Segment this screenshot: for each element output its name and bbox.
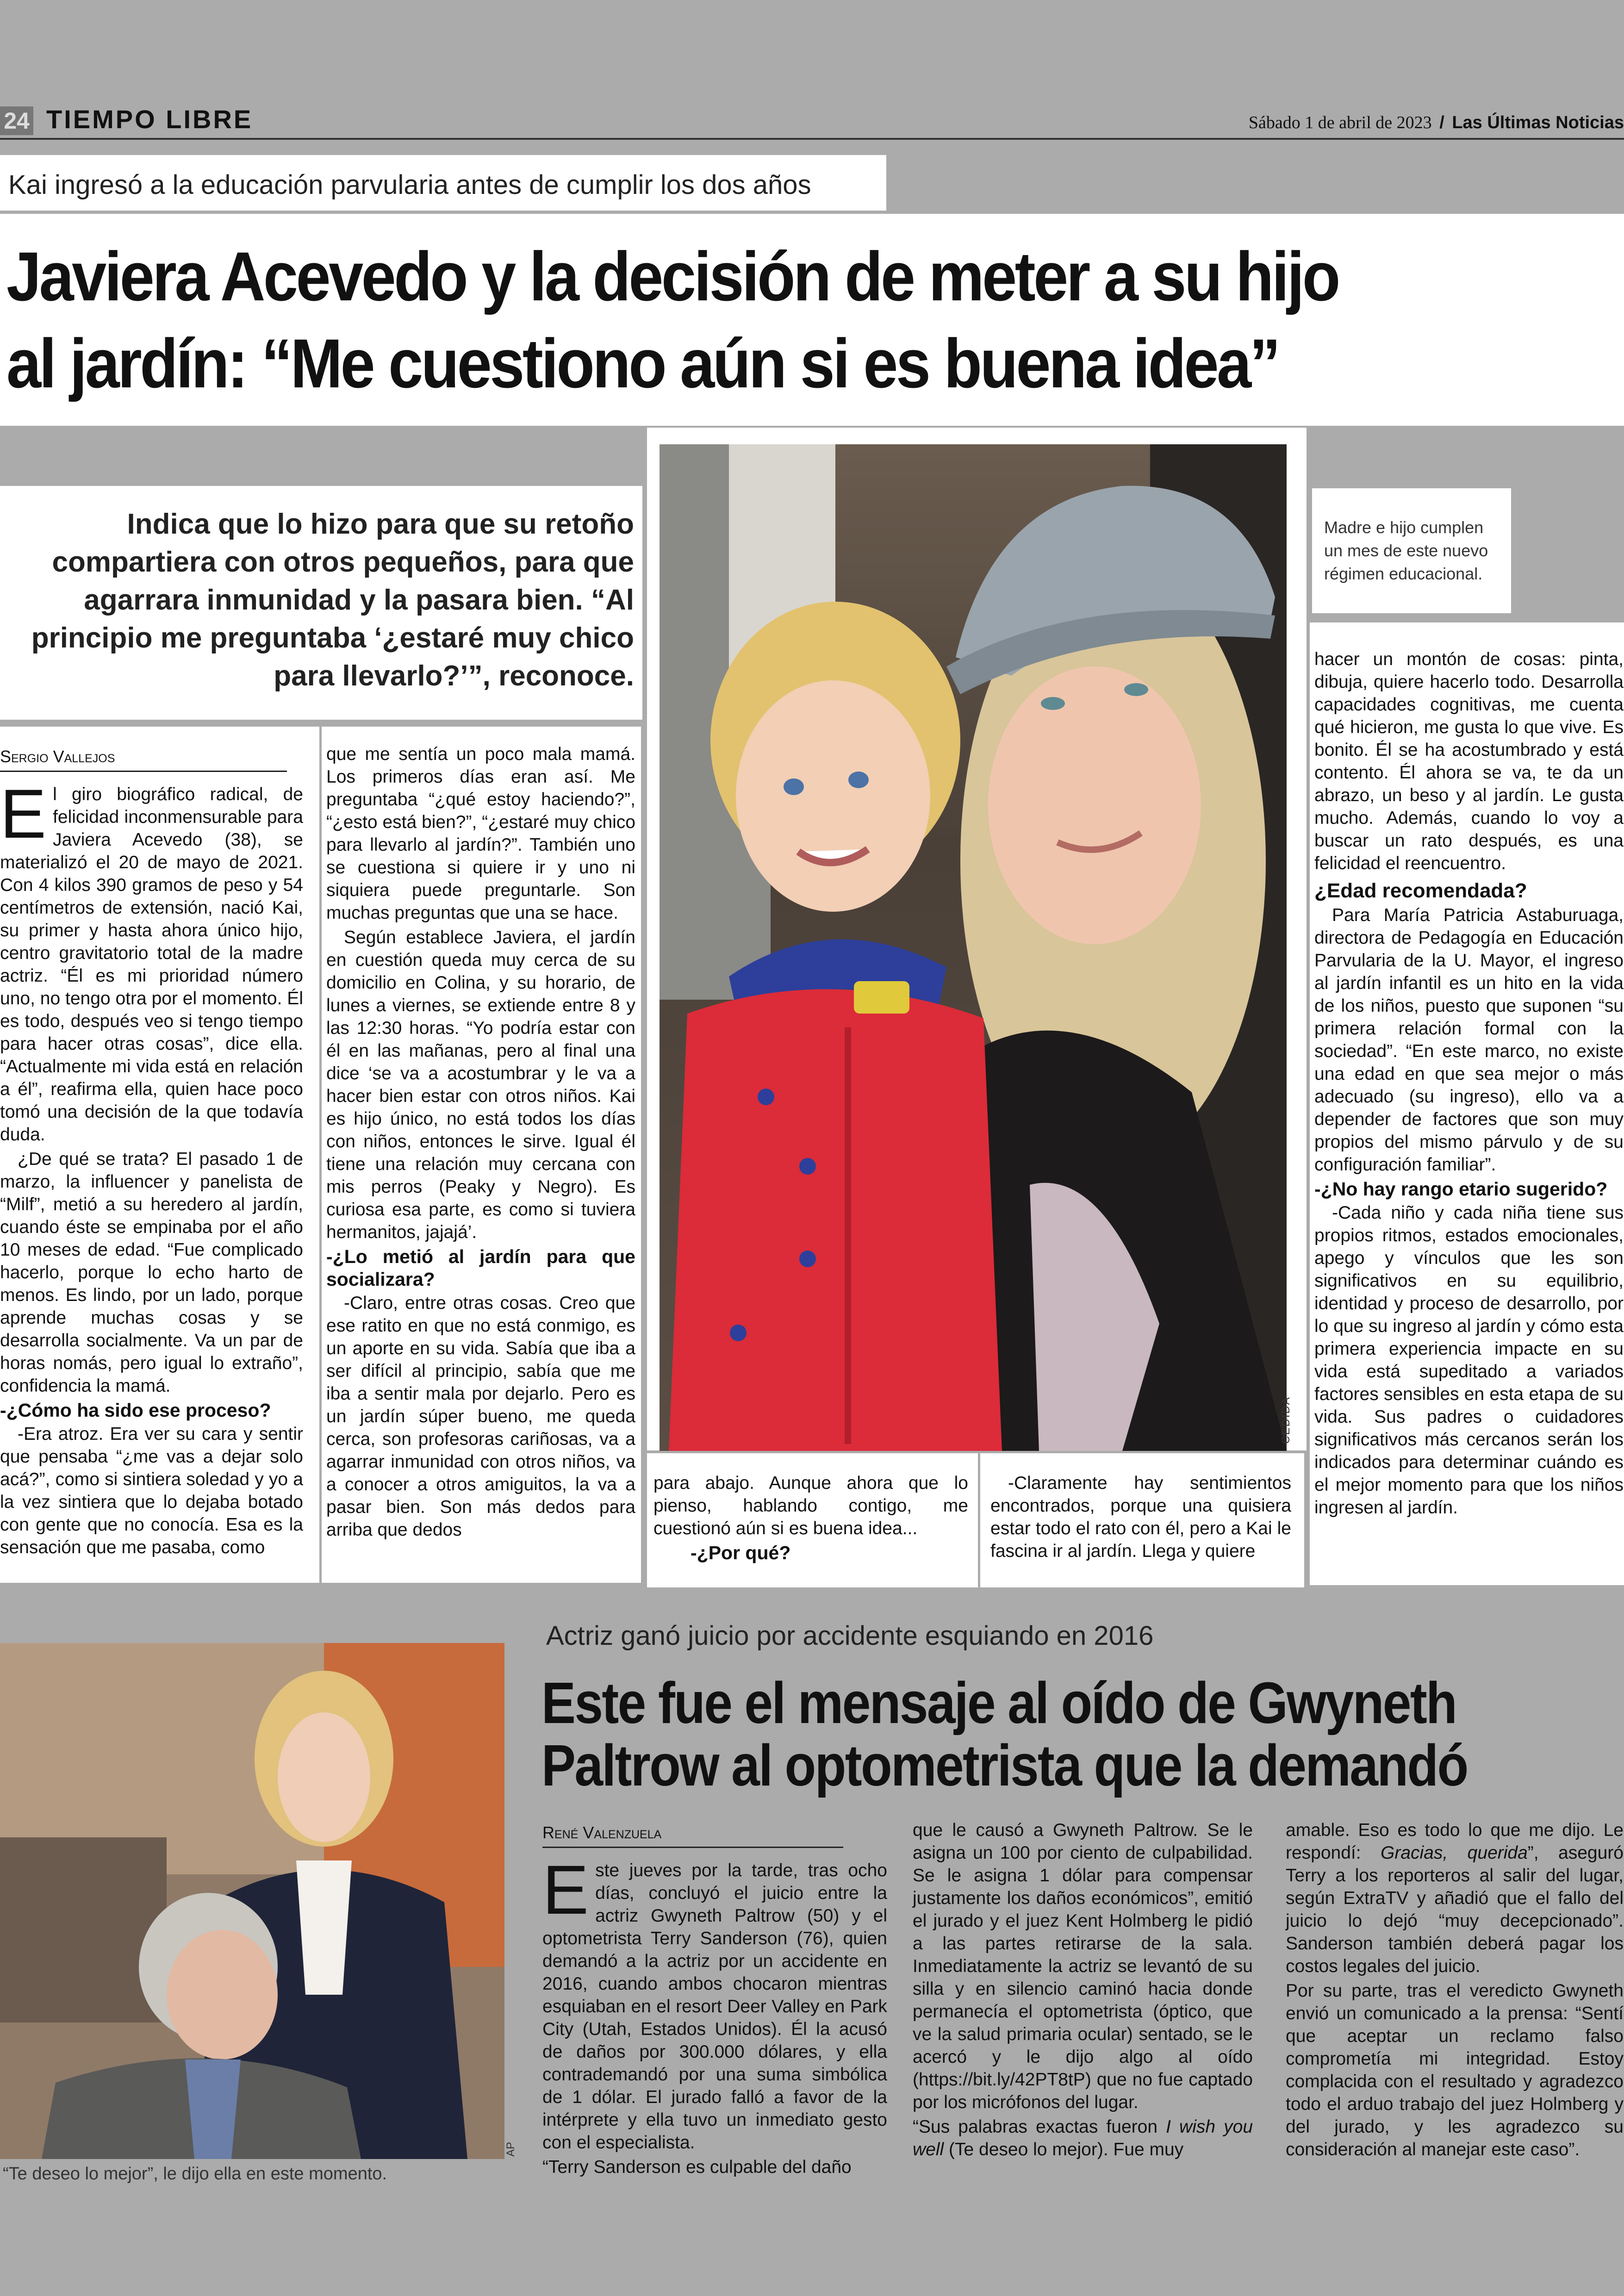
newspaper-name: Las Últimas Noticias: [1452, 113, 1624, 132]
story1-headline-line1: Javiera Acevedo y la decisión de meter a su hijo: [6, 237, 1338, 315]
story2-col3-p1: [1286, 1819, 1624, 1978]
story2-col2-p2-italic: I wish you well: [913, 2117, 1253, 2159]
story1-col5-question: -¿No hay rango etario sugerido?: [1314, 1178, 1608, 1200]
story1-col1-p2: ¿De qué se trata? El pasado 1 de marzo, la influencer y panelista de “Milf”, metió a su heredero al jardín, cuando éste se empinaba por el año 10 meses de edad. “Fue complicado hacerlo, porque lo echo harto de menos. Es lindo, por un lado, porque aprende muchas cosas y se desarrolla socialmente. Va un par de horas nomás, pero igual lo extraño”, confidencia la mamá.: [0, 1149, 303, 1396]
paltrow-courtroom-photo: [0, 1643, 504, 2159]
mother-son-illustration: [660, 444, 1287, 1451]
page-number: 24: [0, 106, 33, 135]
page-header: [0, 103, 1624, 140]
story1-col5-p2: Para María Patricia Astaburuaga, directora de Pedagogía en Educación Parvularia de la U. Mayor, el ingreso al jardín infantil es un hito en la vida de los niños, puesto que suponen “su primera relación formal con la sociedad”. “En este marco, no existe una edad en que sea mejor o más adecuado (su ingreso), ello va a depender de factores que son muy propios del mismo párvulo y de su configuración familiar”.: [1314, 905, 1624, 1175]
story1-col2-p3: -Claro, entre otras cosas. Creo que ese ratito en que no está conmigo, es un aporte en su vida. Sabía que iba a ser difícil al principio, sabía que me iba a sentir mala por dejarlo. Pero es un jardín súper bueno, me queda cerca, son profesoras cariñosas, va a agarrar inmunidad con otros niños, va a conocer a otros amiguitos, la va a pasar bien. Son más dedos para arriba que dedos: [326, 1293, 635, 1540]
story2-byline: René Valenzuela: [542, 1821, 843, 1848]
story1-column-4: [990, 1472, 1291, 1564]
story1-col2-p1: que me sentía un poco mala mamá. Los primeros días eran así. Me preguntaba “¿qué estoy haciendo?”, “¿esto está bien?”, “¿estaré muy chico para llevarlo al jardín?”. También uno se cuestiona si quiere ir y uno ni siquiera puede preguntarle. Son muchas preguntas que una se hace.: [326, 744, 635, 923]
header-rule: [0, 138, 1624, 140]
story1-col1-question: -¿Cómo ha sido ese proceso?: [0, 1400, 271, 1421]
story1-caption-box: [1312, 488, 1511, 613]
story1-kicker: Kai ingresó a la educación parvularia antes de cumplir los dos años: [8, 170, 811, 200]
mother-son-photo: [660, 444, 1287, 1451]
story2-col3-p1-post: ”, aseguró Terry a los reporteros al salir del lugar, según ExtraTV y añadió que el fallo del juicio lo dejó “muy decepcionado”. Sanderson también deberá pagar los costos legales del juicio.: [1286, 1843, 1624, 1976]
story2-col3-p1-italic: Gracias, querida: [1381, 1843, 1528, 1863]
story2-col1-p1-text: ste jueves por la tarde, tras ocho días, concluyó el juicio entre la actriz Gwyneth Paltrow (50) y el optometrista Terry Sanderson (76), quien demandó a la actriz por un accidente en 2016, cuando ambos chocaron mientras esquiaban en el resort Deer Valley en Park City (Utah, Estados Unidos). Él la acusó de daños por 300.000 dólares, y ella contrademandó por una suma simbólica de 1 dólar. El jurado falló a favor de la intérprete y ella tuvo un inmediato gesto con el especialista.: [542, 1860, 887, 2153]
story2-column-3: [1286, 1819, 1624, 2163]
story1-col2-p2: Según establece Javiera, el jardín en cuestión queda muy cerca de su domicilio en Colina, y su horario, de lunes a viernes, se extiende entre 8 y las 12:30 horas. “Yo podría estar con él en las mañanas, pero al final una dice ‘se va a acostumbrar y le va a hacer bien estar con otros niños. Kai es hijo único, no está todos los días con niños, entonces le sirve. Igual él tiene una relación muy cercana con mis perros (Peaky y Negro). Es curiosa esa parte, es como si tuviera hermanitos, jajajá’.: [326, 927, 635, 1242]
story1-col3-question: -¿Por qué?: [691, 1542, 791, 1563]
story1-col1-p1: [0, 775, 303, 1146]
story2-column-2: [913, 1819, 1253, 2163]
story1-col5-p3: -Cada niño y cada niña tiene sus propios ritmos, estados emocionales, apego y vínculos que les son significativos en su equilibrio, identidad y proceso de desarrollo, por lo que su ingreso al jardín y cómo esta primera experiencia impacte en su vida está supeditado a variados factores sensibles en esta etapa de su vida. Sus padres o cuidadores significativos más cercanos serán los indicados para determinar cuándo es el mejor momento para que los niños ingresen al jardín.: [1314, 1203, 1624, 1518]
story1-byline: Sergio Vallejos: [0, 745, 287, 772]
story1-column-5: [1314, 648, 1624, 1521]
story2-col2-p2-post: (Te deseo lo mejor). Fue muy: [944, 2140, 1184, 2159]
story1-headline-line2: al jardín: “Me cuestiono aún si es buena idea”: [6, 324, 1279, 402]
story1-col3-p1: para abajo. Aunque ahora que lo pienso, hablando contigo, me cuestionó aún si es buena idea...: [653, 1473, 968, 1538]
story2-col2-p1: que le causó a Gwyneth Paltrow. Se le asigna un 100 por ciento de culpabilidad. Se le asigna 1 dólar para compensar justamente los daños económicos”, emitió el jurado y el juez Kent Holmberg le pidió a las partes retirarse de la sala. Inmediatamente la actriz se levantó de su silla y en silencio caminó hacia donde permanecía el optometrista (óptico, que ve la salud primaria ocular) sentado, se le acercó y le dijo algo al oído (https://bit.ly/42PT8tP) que no fue captado por los micrófonos del lugar.: [913, 1820, 1253, 2112]
story1-col1-p1-text: l giro biográfico radical, de felicidad inconmensurable para Javiera Acevedo (38), se materializó el 20 de mayo de 2021. Con 4 kilos 390 gramos de peso y 54 centímetros de extensión, nació Kai, su primer y hasta ahora único hijo, centro gravitatorio total de la madre actriz. “Él es mi prioridad número uno, no tengo otra por el momento. Él es todo, después veo si tengo tiempo para hacer otras cosas”, dice ella. “Actualmente mi vida está en relación a él”, reafirma ella, quien hace poco tomó una decisión de la que todavía duda.: [0, 784, 303, 1145]
story1-headline-box: [0, 214, 1624, 426]
story2-col3-p2: Por su parte, tras el veredicto Gwyneth envió un comunicado a la prensa: “Sentí que aceptar un reclamo falso comprometía mi integridad. Estoy complacida con el resultado y agradezco todo el arduo trabajo del juez Holmberg y del jurado, y les agradezco su consideración al manejar este caso”.: [1286, 1981, 1624, 2159]
story1-deck: Indica que lo hizo para que su retoño compartiera con otros pequeños, para que agarrara inmunidad y la pasara bien. “Al principio me preguntaba ‘¿estaré muy chico para llevarlo?’”, reconoce.: [31, 508, 634, 692]
story1-photo-credit: CEDIDA: [1280, 1396, 1292, 1444]
story2-col2-p2-pre: “Sus palabras exactas fueron: [913, 2117, 1166, 2137]
story2-col1-p1: [542, 1851, 887, 2154]
story1-column-1: [0, 745, 303, 1561]
header-dateline: [1249, 111, 1624, 134]
story2-drop-cap: E: [542, 1851, 589, 1929]
story2-headline-line1: Este fue el mensaje al oído de Gwyneth: [541, 1670, 1456, 1736]
story1-caption: Madre e hijo cumplen un mes de este nuevo régimen educacional.: [1324, 518, 1488, 583]
story2-caption: “Te deseo lo mejor”, le dijo ella en este momento.: [3, 2164, 387, 2184]
issue-date: Sábado 1 de abril de 2023: [1248, 113, 1432, 132]
story1-col1-p3: -Era atroz. Era ver su cara y sentir que pensaba “¿me vas a dejar solo acá?”, como si sintiera soledad y yo a la vez sintiera que lo dejaba botado con gente que no conocía. Esa es la sensación que me pasaba, como: [0, 1424, 303, 1557]
section-title: TIEMPO LIBRE: [46, 105, 253, 134]
story2-col1-p2: “Terry Sanderson es culpable del daño: [542, 2157, 852, 2177]
story1-col2-question: -¿Lo metió al jardín para que socializara?: [326, 1246, 635, 1290]
story1-column-2: [326, 743, 635, 1543]
story1-col4-p1: -Claramente hay sentimientos encontrados, porque una quisiera estar todo el rato con él, pero a Kai le fascina ir al jardín. Llega y quiere: [990, 1473, 1291, 1561]
story2-photo-credit: AP: [504, 2141, 517, 2157]
courtroom-illustration: [0, 1643, 504, 2159]
story1-col5-p1: hacer un montón de cosas: pinta, dibuja, quiere hacerlo todo. Desarrolla capacidades cognitivas, me cuenta qué hicieron, me gusta lo que vive. Es bonito. Él se ha acostumbrado y está contento. Él ahora se va, te da un abrazo, un beso y al jardín. Le gusta mucho. Además, cuando lo voy a buscar un rato después, es una felicidad el reencuentro.: [1314, 649, 1624, 873]
story1-column-3: [653, 1472, 968, 1565]
story2-col2-p2: [913, 2116, 1253, 2161]
story1-subhead: ¿Edad recomendada?: [1314, 879, 1527, 902]
story2-column-1: [542, 1821, 887, 2180]
story1-kicker-box: [0, 155, 886, 211]
drop-cap: E: [0, 775, 47, 852]
story2-col3-p1-pre: amable. Eso es todo lo que me dijo. Le respondí:: [1286, 1820, 1624, 1863]
story2-kicker: Actriz ganó juicio por accidente esquiando en 2016: [546, 1621, 1154, 1651]
header-separator: /: [1439, 113, 1444, 132]
story1-deck-box: [0, 486, 642, 720]
story2-headline-line2: Paltrow al optometrista que la demandó: [541, 1733, 1468, 1798]
